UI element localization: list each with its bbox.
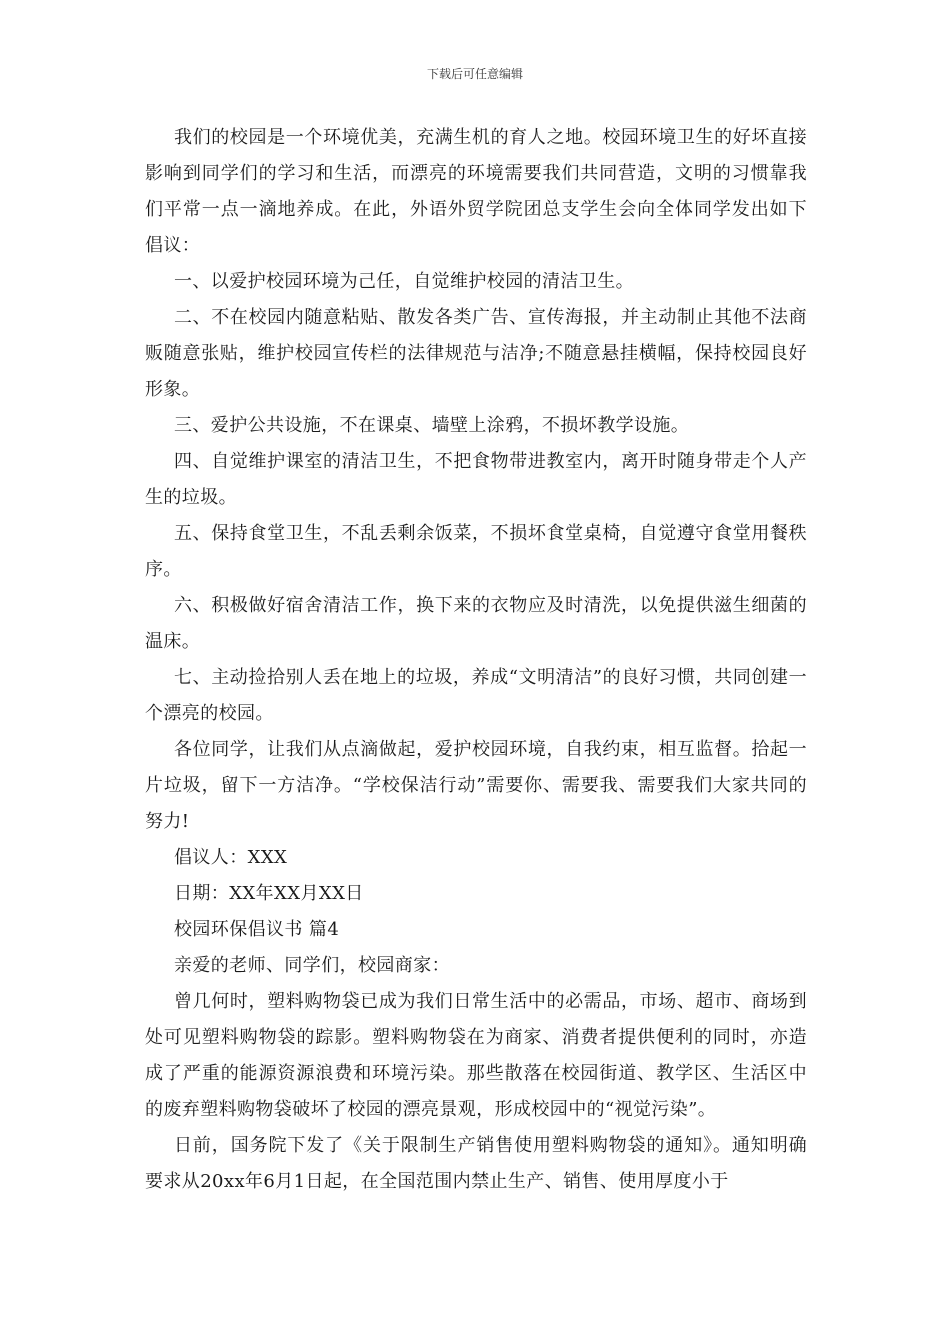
paragraph-item-6: 六、积极做好宿舍清洁工作，换下来的衣物应及时清洗，以免提供滋生细菌的温床。	[145, 595, 807, 652]
initiator-line: 倡议人：XXX	[174, 847, 288, 868]
paragraph-item-4: 四、自觉维护课室的清洁卫生，不把食物带进教室内，离开时随身带走个人产生的垃圾。	[145, 451, 807, 508]
paragraph-plastic-bags: 曾几何时，塑料购物袋已成为我们日常生活中的必需品，市场、超市、商场到处可见塑料购物袋的踪影。塑料购物袋在为商家、消费者提供便利的同时，亦造成了严重的能源资源浪费和环境污染。那些散落在校园街道、教学区、生活区中的废弃塑料购物袋破坏了校园的漂亮景观，形成校园中的“视觉污染”。	[145, 991, 807, 1120]
paragraph-item-1: 一、以爱护校园环境为己任，自觉维护校园的清洁卫生。	[174, 271, 634, 292]
section-title: 校园环保倡议书 篇4	[174, 919, 340, 940]
page-header: 下载后可任意编辑	[426, 67, 523, 81]
salutation: 亲爱的老师、同学们，校园商家：	[174, 955, 450, 976]
paragraph-item-7: 七、主动捡拾别人丢在地上的垃圾，养成“文明清洁”的良好习惯，共同创建一个漂亮的校园。	[145, 667, 807, 724]
paragraph-notice: 日前，国务院下发了《关于限制生产销售使用塑料购物袋的通知》。通知明确要求从20xx年6月1日起，在全国范围内禁止生产、销售、使用厚度小于	[145, 1135, 807, 1192]
paragraph-item-3: 三、爱护公共设施，不在课桌、墙壁上涂鸦，不损坏教学设施。	[174, 415, 690, 436]
paragraph-intro: 我们的校园是一个环境优美，充满生机的育人之地。校园环境卫生的好坏直接影响到同学们的学习和生活，而漂亮的环境需要我们共同营造，文明的习惯靠我们平常一点一滴地养成。在此，外语外贸学院团总支学生会向全体同学发出如下倡议：	[145, 127, 807, 256]
paragraph-closing: 各位同学，让我们从点滴做起，爱护校园环境，自我约束，相互监督。拾起一片垃圾，留下一方洁净。“学校保洁行动”需要你、需要我、需要我们大家共同的努力!	[145, 739, 807, 832]
date-line: 日期：XX年XX月XX日	[174, 883, 364, 904]
paragraph-item-2: 二、不在校园内随意粘贴、散发各类广告、宣传海报，并主动制止其他不法商贩随意张贴，维护校园宣传栏的法律规范与洁净;不随意悬挂横幅，保持校园良好形象。	[145, 307, 807, 400]
paragraph-item-5: 五、保持食堂卫生，不乱丢剩余饭菜，不损坏食堂桌椅，自觉遵守食堂用餐秩序。	[145, 523, 807, 580]
document-body	[145, 120, 807, 1200]
